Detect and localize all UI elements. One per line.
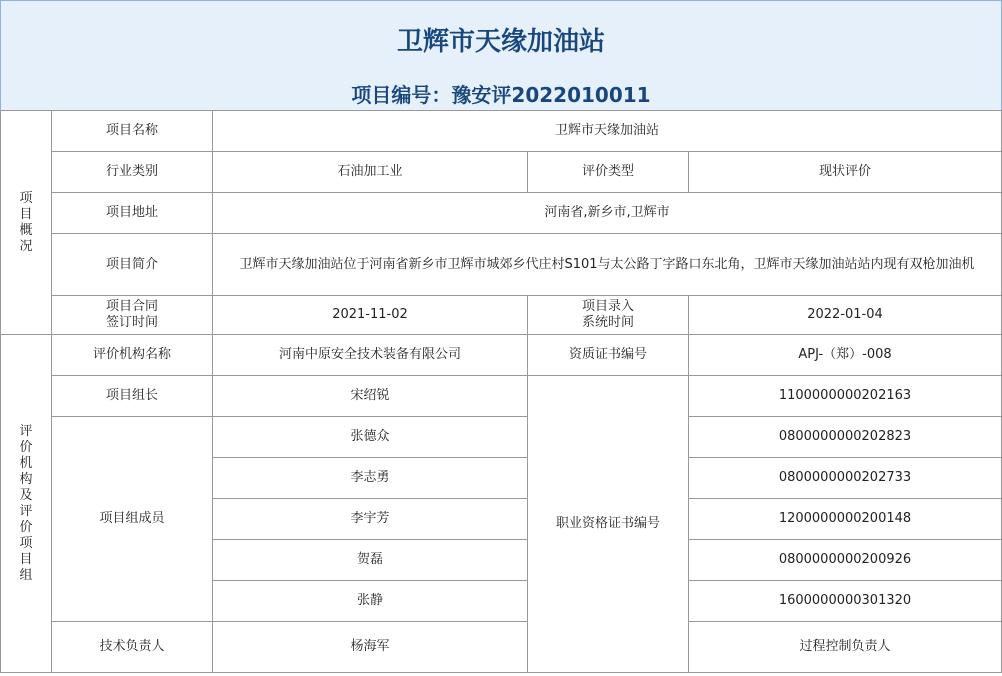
row-intro: [1, 234, 1002, 296]
row-member: [1, 417, 1002, 458]
member-cert: 1100000000202163: [689, 376, 1002, 417]
value-industry: 石油加工业: [213, 152, 528, 193]
member-name: 李志勇: [213, 458, 528, 499]
label-members: 项目组成员: [52, 417, 213, 622]
section-label-overview: 项 目 概 况: [1, 111, 52, 335]
row-dates: [1, 296, 1002, 335]
label-eval-type: 评价类型: [528, 152, 689, 193]
label-leader: 项目组长: [52, 376, 213, 417]
label-contract-time: 项目合同 签订时间: [52, 296, 213, 335]
label-cert: 资质证书编号: [528, 335, 689, 376]
label-address: 项目地址: [52, 193, 213, 234]
member-name: 张静: [213, 581, 528, 622]
value-intro: 卫辉市天缘加油站位于河南省新乡市卫辉市城郊乡代庄村S101与太公路丁字路口东北角，卫辉市天缘加油站站内现有双枪加油机: [213, 234, 1002, 296]
label-tech-lead: 技术负责人: [52, 622, 213, 673]
label-process-lead: 过程控制负责人: [689, 622, 1002, 673]
label-industry: 行业类别: [52, 152, 213, 193]
row-industry: [1, 152, 1002, 193]
member-cert: 0800000000200926: [689, 540, 1002, 581]
value-contract-time: 2021-11-02: [213, 296, 528, 335]
value-cert: APJ-（郑）-008: [689, 335, 1002, 376]
member-name: 李宇芳: [213, 499, 528, 540]
page-title: 卫辉市天缘加油站: [396, 27, 605, 57]
member-cert: 0800000000202823: [689, 417, 1002, 458]
value-tech-lead: 杨海军: [213, 622, 528, 673]
label-intro: 项目简介: [52, 234, 213, 296]
member-name: 宋绍锐: [213, 376, 528, 417]
value-project-name: 卫辉市天缘加油站: [213, 111, 1002, 152]
member-cert: 0800000000202733: [689, 458, 1002, 499]
label-entry-time: 项目录入 系统时间: [528, 296, 689, 335]
value-agency: 河南中原安全技术装备有限公司: [213, 335, 528, 376]
row-tech-lead: [1, 622, 1002, 673]
label-project-name: 项目名称: [52, 111, 213, 152]
row-address: [1, 193, 1002, 234]
page-header: [0, 0, 1002, 111]
member-cert: 1600000000301320: [689, 581, 1002, 622]
value-address: 河南省,新乡市,卫辉市: [213, 193, 1002, 234]
label-qualification: 职业资格证书编号: [528, 376, 689, 673]
value-entry-time: 2022-01-04: [689, 296, 1002, 335]
project-number: 项目编号：豫安评2022010011: [351, 83, 651, 107]
section-label-org: 评 价 机 构 及 评 价 项 目 组: [1, 335, 52, 673]
row-agency: [1, 335, 1002, 376]
member-cert: 1200000000200148: [689, 499, 1002, 540]
member-name: 张德众: [213, 417, 528, 458]
member-name: 贺磊: [213, 540, 528, 581]
project-info-table: [0, 110, 1002, 673]
label-agency: 评价机构名称: [52, 335, 213, 376]
value-eval-type: 现状评价: [689, 152, 1002, 193]
row-project-name: [1, 111, 1002, 152]
row-leader: [1, 376, 1002, 417]
